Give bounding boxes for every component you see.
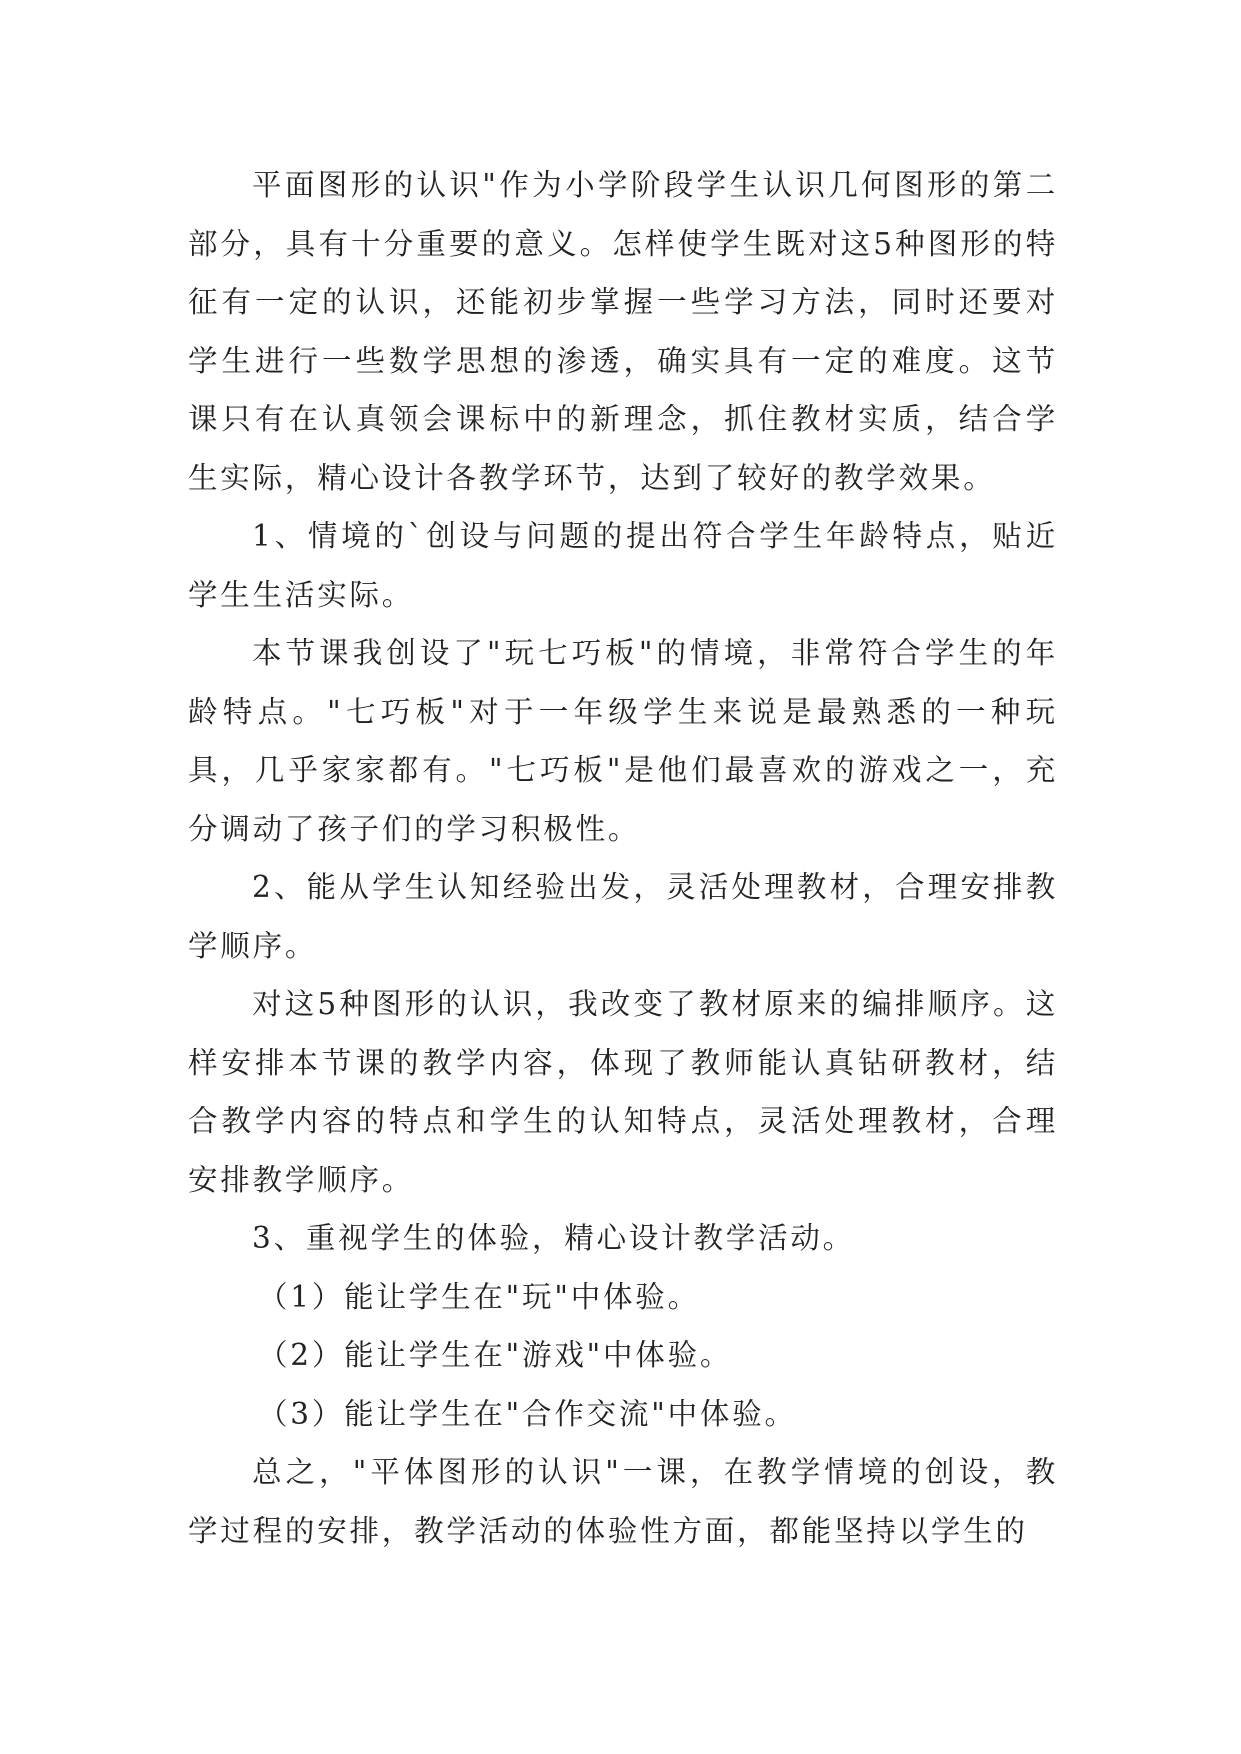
paragraph-conclusion: 总之，"平体图形的认识"一课，在教学情境的创设，教学过程的安排，教学活动的体验性方面，都能坚持以学生的 bbox=[188, 1455, 1058, 1548]
paragraph-point-2-heading: 2、能从学生认知经验出发，灵活处理教材，合理安排教学顺序。 bbox=[188, 870, 1058, 963]
paragraph-intro: 平面图形的认识"作为小学阶段学生认识几何图形的第二部分，具有十分重要的意义。怎样使学生既对这5种图形的特征有一定的认识，还能初步掌握一些学习方法，同时还要对学生进行一些数学思想的渗透，确实具有一定的难度。这节课只有在认真领会课标中的新理念，抓住教材实质，结合学生实际，精心设计各教学环节，达到了较好的教学效果。 bbox=[188, 168, 1058, 495]
paragraph-point-3-item-2: （2）能让学生在"游戏"中体验。 bbox=[258, 1338, 733, 1372]
paragraph-point-3-item-1: （1）能让学生在"玩"中体验。 bbox=[258, 1279, 700, 1314]
document-body bbox=[188, 156, 1058, 1560]
paragraph-point-1-body: 本节课我创设了"玩七巧板"的情境，非常符合学生的年龄特点。"七巧板"对于一年级学生来说是最熟悉的一种玩具，几乎家家都有。"七巧板"是他们最喜欢的游戏之一，充分调动了孩子们的学习积极性。 bbox=[188, 636, 1058, 846]
paragraph-point-1-heading: 1、情境的`创设与问题的提出符合学生年龄特点，贴近学生生活实际。 bbox=[188, 519, 1058, 612]
paragraph-point-3-heading: 3、重视学生的体验，精心设计教学活动。 bbox=[252, 1221, 855, 1255]
paragraph-point-3-item-3: （3）能让学生在"合作交流"中体验。 bbox=[258, 1396, 797, 1431]
paragraph-point-2-body: 对这5种图形的认识，我改变了教材原来的编排顺序。这样安排本节课的教学内容，体现了教师能认真钻研教材，结合教学内容的特点和学生的认知特点，灵活处理教材，合理安排教学顺序。 bbox=[188, 987, 1058, 1197]
